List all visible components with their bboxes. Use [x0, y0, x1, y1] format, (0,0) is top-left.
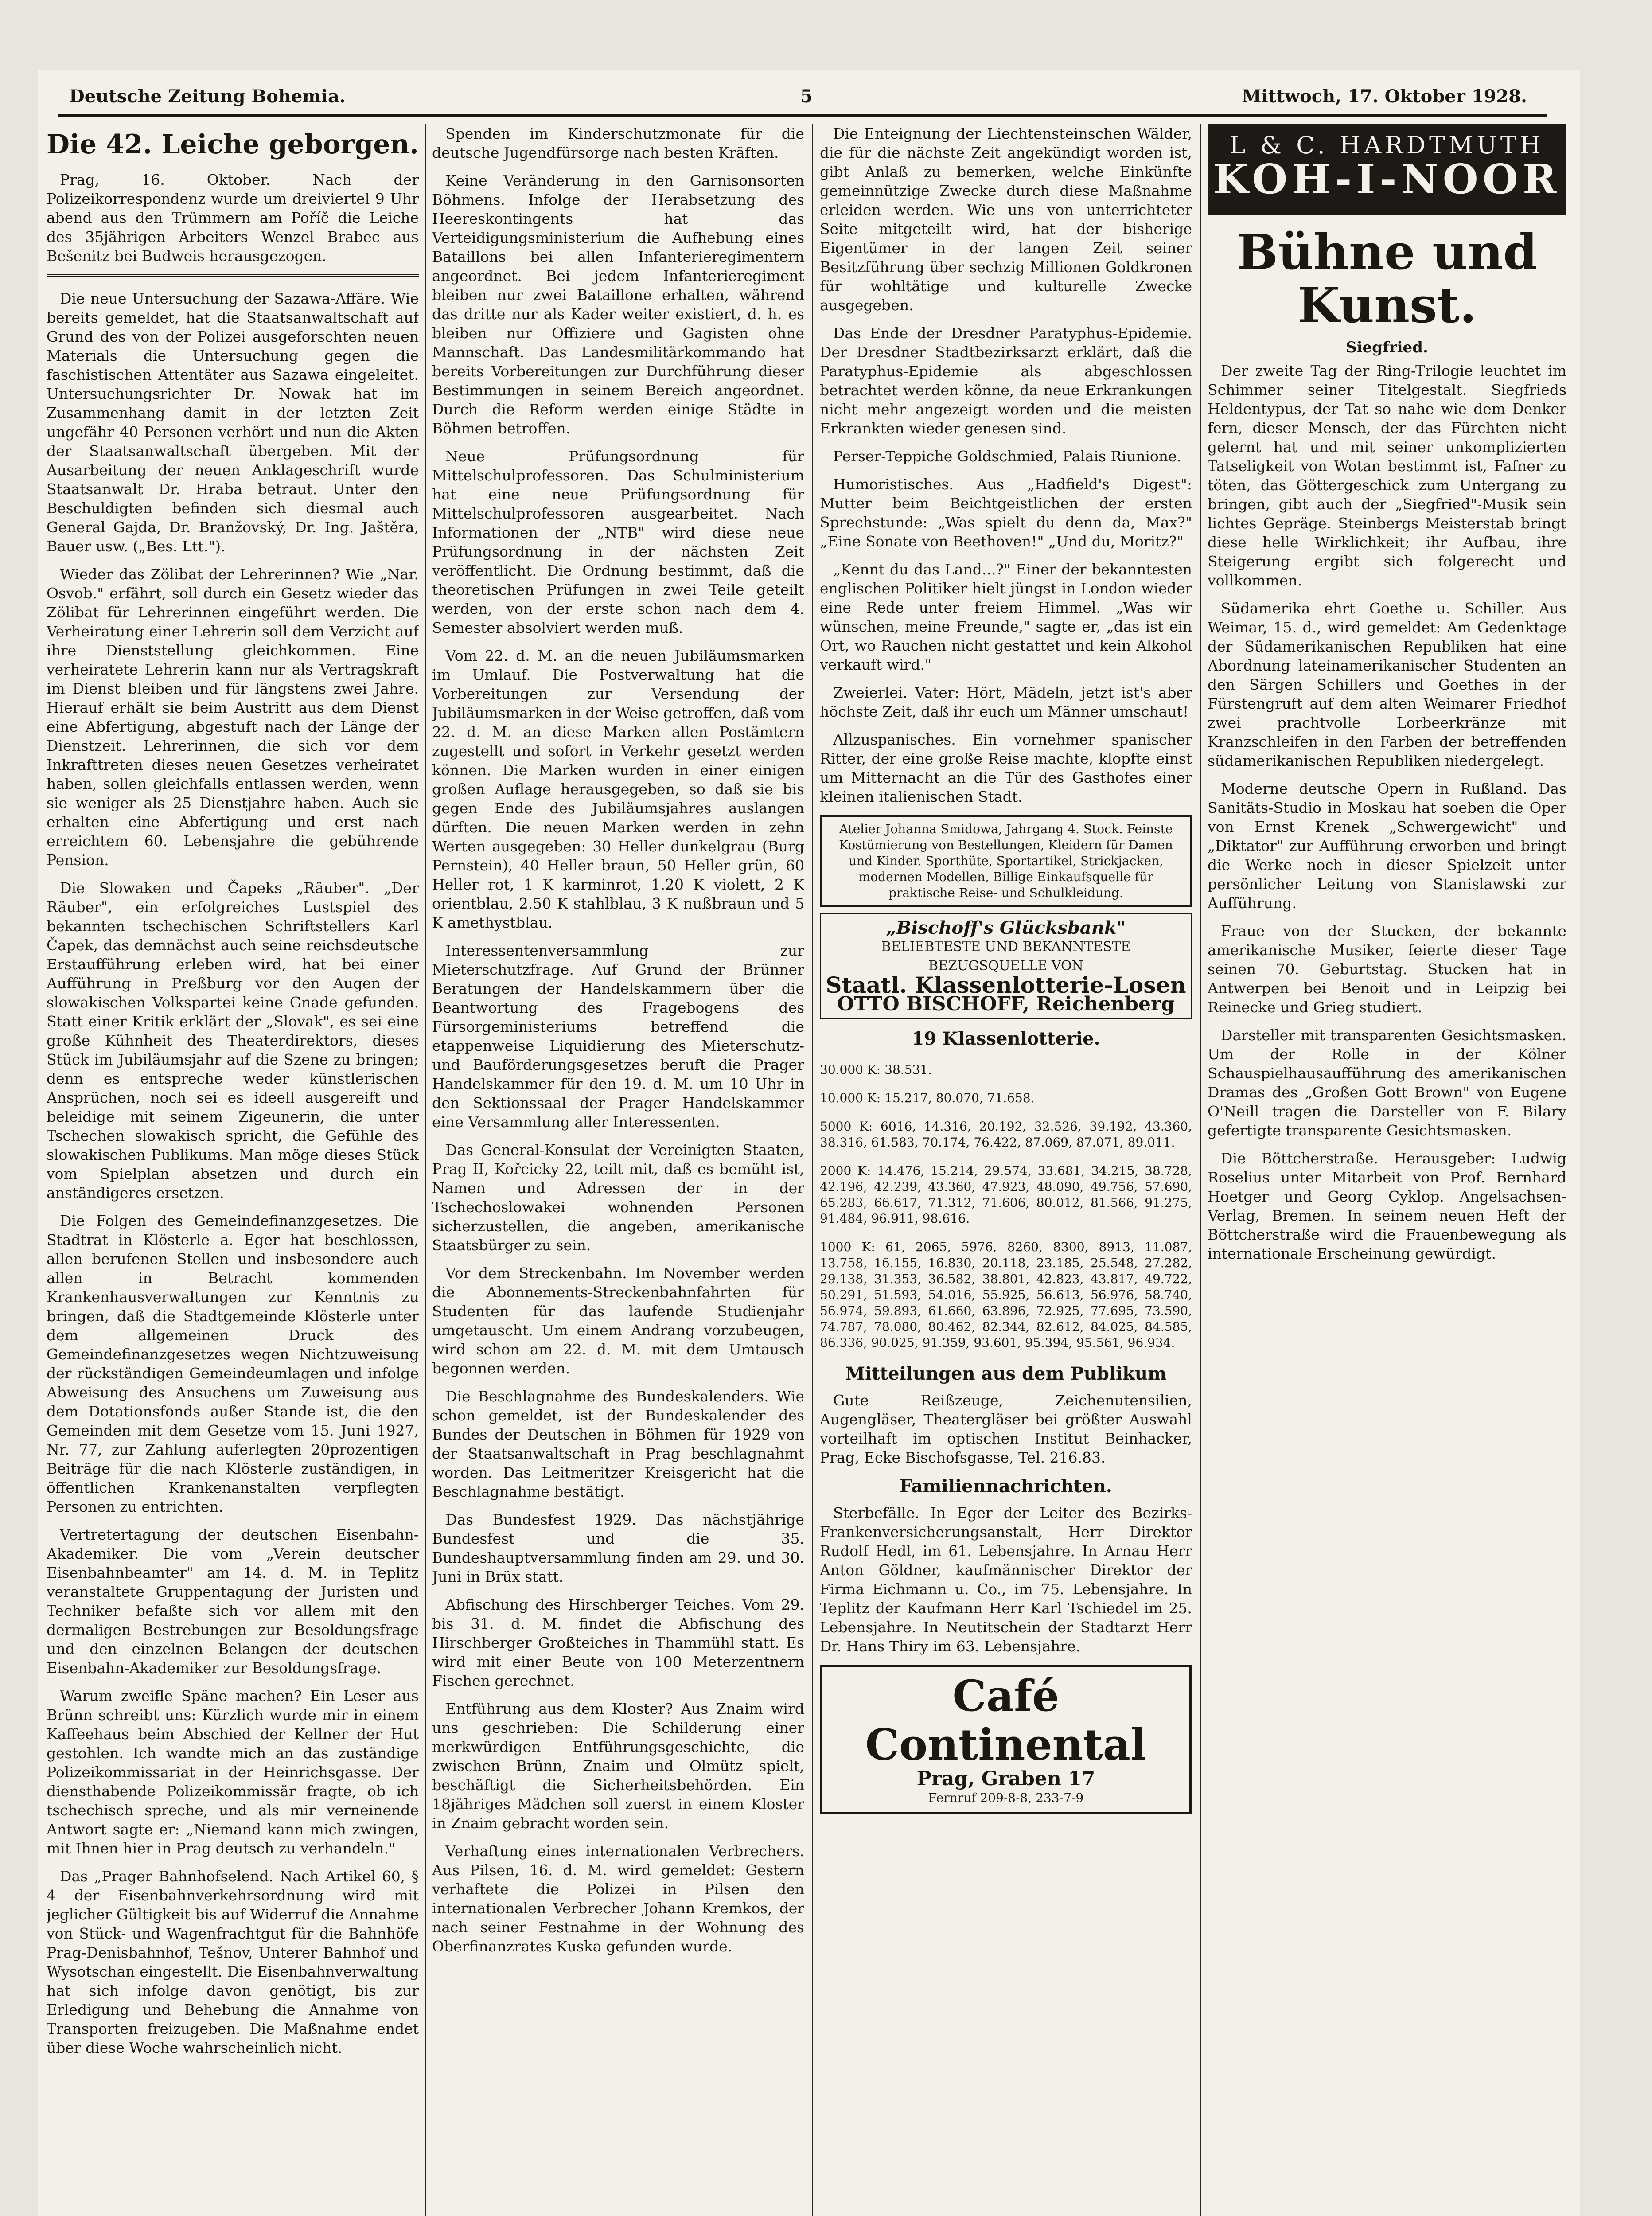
article: Vor dem Streckenbahn. Im November werden die Abonnements-Streckenbahnfahrten für Studenten für das laufende Studienjahr umgetauscht. Um einem Andrang vorzubeugen, wird schon am 22. d. M. mit dem Umtausch begonnen werden. — [432, 1264, 804, 1377]
section-heading: Mitteilungen aus dem Publikum — [845, 1363, 1167, 1384]
lottery-line: 1000 K: 61, 2065, 5976, 8260, 8300, 8913, 11.087, 13.758, 16.155, 16.830, 20.118, 23.185, 25.548, 27.282, 29.138, 31.353, 36.582, 38.801, 42.823, 43.817, 49.722, 50.291, 51.593, 54.016, 55.925, 56.613, 56.976, 58.740, 56.974, 59.893, 61.660, 63.896, 72.925, 77.695, 73.590, 74.787, 78.080, 80.462, 82.344, 82.612, 84.025, 84.585, 86.336, 90.025, 91.359, 93.601, 95.394, 95.561, 96.934. — [820, 1240, 1192, 1350]
subheading: Siegfried. — [1346, 339, 1428, 356]
article: Humoristisches. Aus „Hadfield's Digest": Mutter beim Beichtgeistlichen der ersten Sprechstunde: „Was spielt du denn da, Max?" „Eine Sonate von Beethoven!" „Und du, Moritz?" — [820, 476, 1192, 550]
article: Darsteller mit transparenten Gesichtsmasken. Um der Rolle in der Kölner Schauspielhausaufführung des amerikanischen Dramas des „Großen Gott Brown" von Eugene O'Neill tragen die Darsteller von F. Bilary gefertigte transparente Gesichtsmasken. — [1208, 1026, 1566, 1139]
lottery-line: 30.000 K: 38.531. — [820, 1062, 932, 1077]
ad-brand: L & C. HARDTMUTH — [1230, 131, 1544, 159]
article: Neue Prüfungsordnung für Mittelschulprofessoren. Das Schulministerium hat eine neue Prüfungsordnung für Mittelschulprofessoren ausgearbeitet. Nach Informationen der „NTB" wird diese neue Prüfungsordnung in der nächsten Zeit veröffentlicht. Die Ordnung bestimmt, daß die theoretischen Prüfungen in zwei Teile geteilt werden, von der erste schon nach dem 4. Semester absolviert werden muß. — [432, 448, 804, 636]
column-1 — [47, 124, 419, 2216]
column-2 — [432, 124, 804, 2216]
lottery-line: 10.000 K: 15.217, 80.070, 71.658. — [820, 1091, 1035, 1105]
article: Allzuspanisches. Ein vornehmer spanischer Ritter, der eine große Reise machte, klopfte einst um Mitternacht an die Tür des Gasthofes einer kleinen italienischen Stadt. — [820, 731, 1192, 805]
article: Wieder das Zölibat der Lehrerinnen? Wie „Nar. Osvob." erfährt, soll durch ein Gesetz wieder das Zölibat für Lehrerinnen eingeführt werden. Die Verheiratung einer Lehrerin soll dem Verzicht auf ihre Dienststellung gleichkommen. Eine verheiratete Lehrerin kann nur als Vertragskraft im Dienst bleiben und für längstens zwei Jahre. Hierauf erhält sie beim Austritt aus dem Dienst eine Abfertigung, abgestuft nach der Länge der Dienstzeit. Lehrerinnen, die sich vor dem Inkrafttreten dieses neuen Gesetzes verheiratet haben, sollen gleichfalls entlassen werden, wenn sie weniger als 25 Dienstjahre haben. Auch sie erhalten eine Abfertigung und erst nach erreichtem 60. Lebensjahre die gebührende Pension. — [47, 566, 419, 869]
column-divider — [425, 124, 426, 2216]
article: Entführung aus dem Kloster? Aus Znaim wird uns geschrieben: Die Schilderung einer merkwürdigen Entführungsgeschichte, die zwischen Brünn, Znaim und Olmütz spielt, beschäftigt die Sicherheitsbehörden. Ein 18jähriges Mädchen soll zuerst in einem Kloster in Znaim gebracht worden sein. — [432, 1700, 804, 1832]
article: Die Folgen des Gemeindefinanzgesetzes. Die Stadtrat in Klösterle a. Eger hat beschlossen, allen berufenen Stellen und insbesondere auch allen in Betracht kommenden Krankenhausverwaltungen zur Kenntnis zu bringen, daß die Stadtgemeinde Klösterle unter dem allgemeinen Druck des Gemeindefinanzgesetzes wegen Nichtzuweisung der rückständigen Gemeindeumlagen und infolge Abweisung des Ansuchens um Zuweisung aus dem Dotationsfonds außer Stande ist, die den Gemeinden mit dem Gesetze vom 15. Juni 1927, Nr. 77, zur Zahlung auferlegten 20prozentigen Beiträge für die nach Klösterle zuständigen, in öffentlichen Krankenanstalten verpflegten Personen zu entrichten. — [47, 1212, 419, 1515]
column-4 — [1208, 124, 1566, 2216]
article: Warum zweifle Späne machen? Ein Leser aus Brünn schreibt uns: Kürzlich wurde mir in einem Kaffeehaus beim Abschied der Kellner der Hut gestohlen. Ich wandte mich an das zuständige Polizeikommissariat in der Heinrichsgasse. Der diensthabende Polizeikommissär fragte, ob ich tschechisch spreche, und als mir verneinende Antwort sagte er: „Niemand kann mich zwingen, mit Ihnen hier in Prag deutsch zu verhandeln." — [47, 1687, 419, 1857]
article: Vom 22. d. M. an die neuen Jubiläumsmarken im Umlauf. Die Postverwaltung hat die Vorbereitungen zur Versendung der Jubiläumsmarken in der Weise getroffen, daß vom 22. d. M. an diese Marken allen Postämtern zugestellt und sofort in Verkehr gesetzt werden können. Die Marken wurden in einer einigen großen Auflage herausgegeben, so daß sie bis gegen Ende des Jubiläumsjahres auslangen dürften. Die neuen Marken werden in zehn Werten ausgegeben: 30 Heller dunkelgrau (Burg Pernstein), 40 Heller braun, 50 Heller grün, 60 Heller rot, 1 K karminrot, 1.20 K violett, 2 K orientblau, 2.50 K stahlblau, 3 K nußbraun und 5 K amethystblau. — [432, 647, 804, 931]
article: Perser-Teppiche Goldschmied, Palais Riunione. — [833, 448, 1182, 465]
article: Die Böttcherstraße. Herausgeber: Ludwig Roselius unter Mitarbeit von Prof. Bernhard Hoetger und Georg Cyklop. Angelsachsen-Verlag, Bremen. In seinem neuen Heft der Böttcherstraße wird die Frauenbewegung als internationale Erscheinung gewürdigt. — [1208, 1150, 1566, 1262]
article: Das General-Konsulat der Vereinigten Staaten, Prag II, Kořcicky 22, teilt mit, daß es bemüht ist, Namen und Adressen der in der Tschechoslowakei wohnenden Personen sicherzustellen, die angeben, amerikanische Staatsbürger zu sein. — [432, 1141, 804, 1254]
divider — [47, 274, 419, 284]
section-heading: Familiennachrichten. — [900, 1476, 1112, 1497]
article: Die Slowaken und Čapeks „Räuber". „Der Räuber", ein erfolgreiches Lustspiel des bekannten tschechischen Schriftstellers Karl Čapek, das demnächst auch seine reichsdeutsche Erstaufführung erleben wird, hat bei einer Aufführung in Preßburg vor den Augen der slowakischen Volkspartei keine Gnade gefunden. Statt einer Kritik erklärt der „Slovak", es sei eine große Kühnheit des Theaterdirektors, dieses Stück im Jubiläumsjahr auf die Szene zu bringen; denn es entspreche weder künstlerischen Ansprüchen, noch sei es ideell ausgereift und beleidige mit seinem Zigeunerin, die unter Tschechen slowakisch spricht, die Gefühle des slowakischen Publikums. Man möge dieses Stück vom Spielplan absetzen und durch ein anständigeres ersetzen. — [47, 879, 419, 1202]
article: Abfischung des Hirschberger Teiches. Vom 29. bis 31. d. M. findet die Abfischung des Hirschberger Großteiches in Thammühl statt. Es wird mit einer Beute von 100 Meterzentnern Fischen gerechnet. — [432, 1596, 804, 1689]
lottery-line: 2000 K: 14.476, 15.214, 29.574, 33.681, 34.215, 38.728, 42.196, 42.239, 43.360, 47.923, 48.090, 49.756, 57.690, 65.283, 66.617, 71.312, 71.606, 80.012, 81.566, 91.275, 91.484, 96.911, 98.616. — [820, 1163, 1192, 1226]
column-divider — [812, 124, 813, 2216]
header-date: Mittwoch, 17. Oktober 1928. — [1242, 86, 1527, 107]
article: Das Ende der Dresdner Paratyphus-Epidemie. Der Dresdner Stadtbezirksarzt erklärt, daß die Paratyphus-Epidemie als abgeschlossen betrachtet werden könne, da neue Erkrankungen nicht mehr angezeigt worden und die meisten Erkrankten wieder genesen sind. — [820, 324, 1192, 437]
article: Keine Veränderung in den Garnisonsorten Böhmens. Infolge der Herabsetzung des Heereskontingents hat das Verteidigungsministerium die Aufhebung eines Bataillons bei allen Infanterieregimentern angeordnet. Bei jedem Infanterieregiment bleiben nur zwei Bataillone erhalten, während das dritte nur als Kader weiter existiert, d. h. es bleiben nur Offiziere und Gagisten ohne Mannschaft. Das Landesmilitärkommando hat bereits Vorbereitungen zur Durchführung dieser Bestimmungen in seinem Bereich angeordnet. Durch die Reform werden einige Städte in Böhmen betroffen. — [432, 172, 804, 437]
ad-logo: KOH-I-NOOR — [1213, 155, 1561, 203]
column-divider — [1200, 124, 1201, 2216]
article: Gute Reißzeuge, Zeichenutensilien, Augengläser, Theatergläser bei größter Auswahl vorteilhaft im optischen Institut Beinhacker, Prag, Ecke Bischofsgasse, Tel. 216.83. — [820, 1392, 1192, 1466]
article: Südamerika ehrt Goethe u. Schiller. Aus Weimar, 15. d., wird gemeldet: Am Gedenktage der Südamerikanischen Republiken hat eine Abordnung lateinamerikanischer Studenten an den Särgen Schillers und Goethes in der Fürstengruft auf dem alten Weimarer Friedhof zwei prachtvolle Lorbeerkränze mit Kranzschleifen in den Farben der betreffenden südamerikanischen Republiken niedergelegt. — [1208, 600, 1566, 769]
article: „Kennt du das Land...?" Einer der bekanntesten englischen Politiker hielt jüngst in London wieder eine Rede unter freiem Himmel. „Was wir wünschen, meine Freunde," sagte er, „das ist ein Ort, wo Rauchen nicht gestattet und kein Alkohol verkauft wird." — [820, 561, 1192, 673]
ad-text: Staatl. Klassenlotterie-Losen — [826, 972, 1186, 998]
article: Spenden im Kinderschutzmonate für die deutsche Jugendfürsorge nach besten Kräften. — [432, 125, 804, 161]
page-number: 5 — [800, 86, 813, 107]
article: Sterbefälle. In Eger der Leiter des Bezirks-Frankenversicherungsanstalt, Herr Direktor Rudolf Hedl, im 61. Lebensjahre. In Arnau Herr Anton Göldner, kaufmännischer Direktor der Firma Eichmann u. Co., im 75. Lebensjahre. In Teplitz der Kaufmann Herr Karl Tschiedel im 25. Lebensjahre. In Neutitschein der Stadtarzt Herr Dr. Hans Thiry im 63. Lebensjahre. — [820, 1504, 1192, 1655]
page-header — [38, 86, 1580, 109]
cafe-name: Café Continental — [865, 1671, 1147, 1770]
cafe-phone: Fernruf 209-8-8, 233-7-9 — [928, 1791, 1084, 1805]
article: Vertretertagung der deutschen Eisenbahn-Akademiker. Die vom „Verein deutscher Eisenbahnbeamter" am 14. d. M. in Teplitz veranstaltete Gruppentagung der Juristen und Techniker befaßte sich vor allem mit den dermaligen Bestrebungen zur Besoldungsfrage und den einzelnen Belangen der deutschen Eisenbahn-Akademiker zur Besoldungsfrage. — [47, 1526, 419, 1677]
lottery-heading: 19 Klassenlotterie. — [912, 1028, 1100, 1049]
ad-title: „Bischoff's Glücksbank" — [886, 917, 1126, 938]
lottery-line: 5000 K: 6016, 14.316, 20.192, 32.526, 39.192, 43.360, 38.316, 61.583, 70.174, 76.422, 87.069, 87.071, 89.011. — [820, 1119, 1192, 1150]
article: Die Beschlagnahme des Bundeskalenders. Wie schon gemeldet, ist der Bundeskalender des Bundes der Deutschen in Böhmen für 1929 von der Staatsanwaltschaft in Prag beschlagnahmt worden. Das Leitmeritzer Kreisgericht hat die Beschlagnahme bestätigt. — [432, 1388, 804, 1500]
cafe-ad — [820, 1665, 1192, 1814]
article: Verhaftung eines internationalen Verbrechers. Aus Pilsen, 16. d. M. wird gemeldet: Gestern verhaftete die Polizei in Pilsen den internationalen Verbrecher Johann Kremkos, der nach seiner Festnahme in der Wohnung des Oberfinanzrates Kuska gefunden wurde. — [432, 1842, 804, 1955]
article: Das „Prager Bahnhofselend. Nach Artikel 60, § 4 der Eisenbahnverkehrsordnung wird mit jeglicher Gültigkeit bis auf Widerruf die Annahme von Stück- und Wagenfrachtgut für die Bahnhöfe Prag-Denisbahnhof, Tešnov, Unterer Bahnhof und Wysotschan eingestellt. Die Eisenbahnverwaltung hat sich infolge davon genötigt, bis zur Erledigung und Behebung die Annahme von Transporten freizugeben. Die Maßnahme endet über diese Woche wahrscheinlich nicht. — [47, 1868, 419, 2056]
koh-i-noor-ad — [1208, 124, 1566, 215]
article: Die neue Untersuchung der Sazawa-Affäre. Wie bereits gemeldet, hat die Staatsanwaltschaft auf Grund des von der Polizei ausgeforschten neuen Materials die Untersuchung gegen die faschistischen Attentäter aus Sazawa eingeleitet. Untersuchungsrichter Dr. Nowak hat im Zusammenhang damit in der letzten Zeit ungefähr 40 Personen verhört und nun die Akten der Staatsanwaltschaft übergeben. Mit der Ausarbeitung der neuen Anklageschrift wurde Staatsanwalt Dr. Hraba betraut. Unter den Beschuldigten befinden sich diesmal auch General Gajda, Dr. Branžovský, Dr. Ing. Jaštěra, Bauer usw. („Bes. Ltt."). — [47, 290, 419, 555]
column-3 — [820, 124, 1192, 2216]
header-title: Deutsche Zeitung Bohemia. — [69, 86, 346, 107]
header-rule — [58, 114, 1547, 117]
article: Die Enteignung der Liechtensteinschen Wälder, die für die nächste Zeit angekündigt worden ist, gibt Anlaß zu bemerken, welche Einkünfte gemeinnützige Zwecke durch diese Maßnahme erleiden werden. Wie uns von unterrichteter Seite mitgeteilt wird, hat der bisherige Eigentümer in der langen Zeit seiner Besitzführung über sechzig Millionen Goldkronen für wohltätige und kulturelle Zwecke ausgegeben. — [820, 125, 1192, 314]
ad-text: BELIEBTESTE UND BEKANNTESTE BEZUGSQUELLE VON — [881, 939, 1131, 974]
headline: Die 42. Leiche geborgen. — [47, 129, 419, 160]
article: Zweierlei. Vater: Hört, Mädeln, jetzt ist's aber höchste Zeit, daß ihr euch um Männer umschaut! — [820, 684, 1192, 720]
advertisement: Atelier Johanna Smidowa, Jahrgang 4. Stock. Feinste Kostümierung von Bestellungen, Kleidern für Damen und Kinder. Sporthüte, Sportartikel, Strickjacken, modernen Modellen, Billige Einkaufsquelle für praktische Reise- und Schulkleidung. — [820, 815, 1192, 907]
article: Der zweite Tag der Ring-Trilogie leuchtet im Schimmer seiner Titelgestalt. Siegfrieds Heldentypus, der Tat so nahe wie dem Denker fern, dieser Mensch, der das Fürchten nicht gelernt hat und mit seiner unkomplizierten Tatseligkeit von Wotan bestimmt ist, Fafner zu töten, das Göttergeschick zum Untergang zu bringen, gibt auch der „Siegfried"-Musik sein lichtes Gepräge. Steinbergs Meisterstab bringt diese helle Wirklichkeit; ihr Aufbau, ihre Steigerung ergibt sich folgerecht und vollkommen. — [1208, 362, 1566, 589]
article: Moderne deutsche Opern in Rußland. Das Sanitäts-Studio in Moskau hat soeben die Oper von Ernst Krenek „Schwergewicht" und „Diktator" zur Aufführung erworben und bringt die Werke noch in dieser Spielzeit unter persönlicher Leitung von Stanislawski zur Aufführung. — [1208, 780, 1566, 912]
article: Interessentenversammlung zur Mieterschutzfrage. Auf Grund der Brünner Beratungen der Handelskammern über die Beantwortung des Fragebogens des Fürsorgeministeriums betreffend die etappenweise Liquidierung des Mieterschutz- und Bauförderungsgesetzes beruft die Prager Handelskammer für den 19. d. M. um 10 Uhr in den Sektionssaal der Prager Handelskammer eine Versammlung aller Interessenten. — [432, 942, 804, 1131]
article: Das Bundesfest 1929. Das nächstjährige Bundesfest und die 35. Bundeshauptversammlung finden am 29. und 30. Juni in Brüx statt. — [432, 1511, 804, 1585]
cafe-address: Prag, Graben 17 — [916, 1767, 1095, 1790]
article: Fraue von der Stucken, der bekannte amerikanische Musiker, feierte dieser Tage seinen 70. Geburtstag. Stucken hat in Antwerpen bei Benoit und in Leipzig bei Reinecke und Grieg studiert. — [1208, 922, 1566, 1016]
article: Prag, 16. Oktober. Nach der Polizeikorrespondenz wurde um dreiviertel 9 Uhr abend aus den Trümmern am Poříč die Leiche des 35jährigen Arbeiters Wenzel Brabec aus Bešenitz bei Budweis herausgezogen. — [47, 171, 419, 265]
bischoff-ad — [820, 913, 1192, 1019]
section-title: Bühne und Kunst. — [1236, 223, 1538, 334]
ad-text: OTTO BISCHOFF, Reichenberg — [837, 993, 1175, 1015]
